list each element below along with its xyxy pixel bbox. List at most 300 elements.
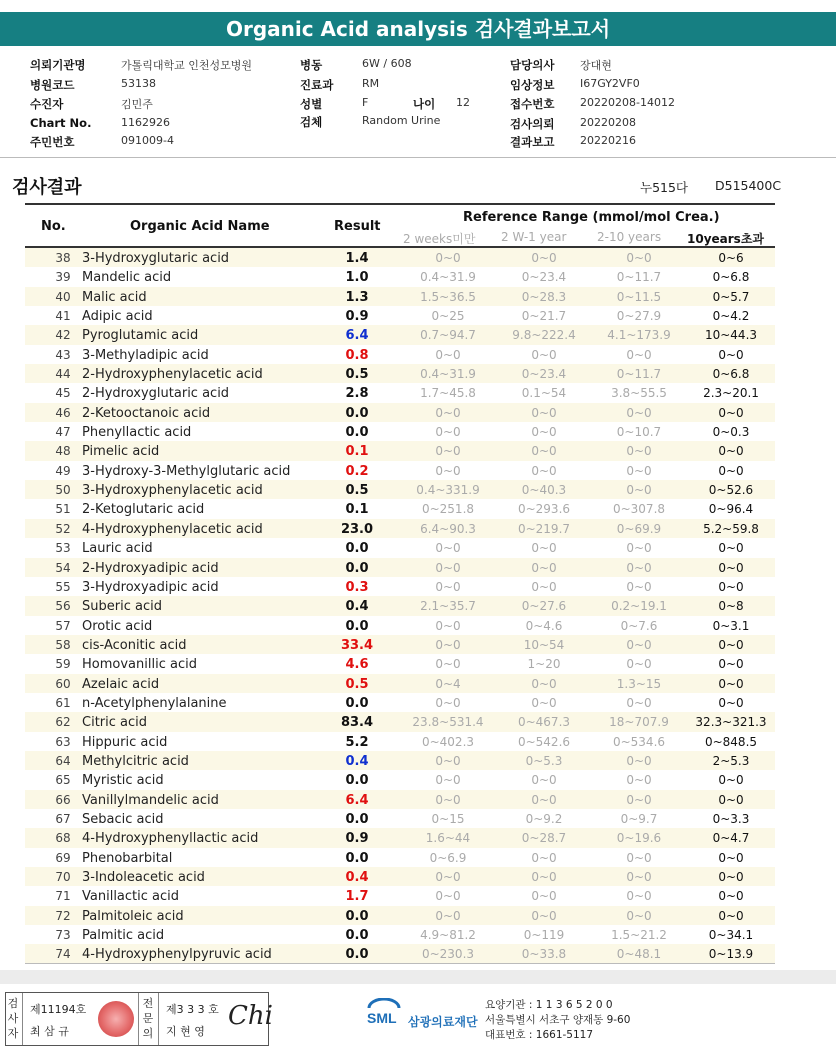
table-row [25,712,775,731]
table-row [25,790,775,809]
col-ref-header: Reference Range (mmol/mol Crea.) [463,210,720,225]
row-result: 0.0 [345,928,369,944]
table-row [25,422,775,441]
row-result: 0.1 [345,444,369,460]
table-row [25,306,775,325]
row-ref-adult: 0~0 [718,444,744,459]
row-result: 2.8 [345,386,369,402]
results-code-test: D515400C [715,178,782,193]
table-row [25,267,775,286]
row-ref-infant: 0~0 [531,792,557,807]
table-row [25,287,775,306]
row-ref-child: 0~0 [626,792,652,807]
row-ref-child: 0~0 [626,405,652,420]
patient-label: 수진자 [30,97,64,111]
row-ref-neonate: 0~0 [435,637,461,652]
table-row [25,770,775,789]
row-ref-child: 18~707.9 [609,715,669,730]
row-acid-name: Adipic acid [82,309,153,325]
ward-label: 병동 [300,58,323,72]
request-value: 20220208 [580,116,636,129]
table-row [25,809,775,828]
row-ref-infant: 0~23.4 [521,270,567,285]
address: 서울특별시 서초구 양재동 9-60 [485,1014,631,1026]
row-result: 1.0 [345,270,369,286]
ref-sub-infant: 2 W-1 year [501,230,567,244]
specialist-vertical-label: 전 문 의 [142,997,154,1040]
row-ref-adult: 0~6.8 [712,367,750,382]
row-acid-name: Palmitic acid [82,928,165,944]
row-ref-infant: 0~0 [531,251,557,265]
row-ref-neonate: 0~0 [435,618,461,633]
row-ref-adult: 0~0 [718,347,744,362]
chart-value: 1162926 [121,116,170,129]
row-ref-neonate: 0~15 [431,811,465,826]
footer-band [0,970,836,984]
row-ref-neonate: 0~0 [435,870,461,884]
row-ref-child: 0~534.6 [612,734,666,749]
row-ref-infant: 0~0 [531,405,557,420]
row-acid-name: Vanillylmandelic acid [82,792,219,808]
row-ref-child: 0~11.7 [616,367,662,382]
row-ref-infant: 0~4.6 [525,618,563,633]
row-no: 56 [55,599,71,614]
row-ref-child: 0~0 [626,251,652,265]
row-ref-adult: 0~0 [718,560,744,575]
row-ref-child: 0~0 [626,870,652,884]
row-ref-infant: 0~9.2 [525,811,563,826]
patient-value: 김민주 [121,98,153,111]
row-acid-name: Suberic acid [82,599,162,615]
row-no: 64 [55,753,71,768]
row-ref-adult: 0~0 [718,850,744,865]
row-acid-name: Phenobarbital [82,850,173,866]
row-ref-infant: 10~54 [523,637,565,652]
row-result: 0.5 [345,367,369,383]
table-row [25,867,775,886]
row-result: 5.2 [345,734,369,750]
row-ref-child: 0~0 [626,560,652,575]
report-date-label: 결과보고 [510,135,555,149]
table-row [25,461,775,480]
row-no: 71 [55,889,71,904]
row-no: 39 [55,270,71,285]
row-ref-neonate: 0~0 [435,444,461,459]
row-ref-infant: 0~23.4 [521,367,567,382]
table-row [25,248,775,267]
sex-label: 성별 [300,97,323,111]
org-name: 삼광의료재단 [408,1015,478,1029]
row-ref-infant: 0~0 [531,676,557,691]
row-ref-child: 0~69.9 [616,521,662,536]
row-no: 38 [55,251,71,265]
table-row [25,751,775,770]
row-ref-infant: 0~0 [531,889,557,904]
table-row [25,848,775,867]
row-ref-neonate: 0~0 [435,889,461,904]
row-no: 65 [55,773,71,788]
table-row [25,596,775,615]
row-ref-adult: 0~6.8 [712,270,750,285]
row-ref-child: 0~0 [626,657,652,672]
row-ref-child: 0~0 [626,463,652,478]
patient-info [0,55,836,155]
org-address [485,998,630,1043]
row-result: 1.3 [345,289,369,305]
report-title: Organic Acid analysis 검사결과보고서 [0,12,836,46]
row-ref-neonate: 0~402.3 [421,734,475,749]
row-no: 68 [55,831,71,846]
row-result: 0.0 [345,695,369,711]
row-ref-adult: 0~0.3 [712,425,750,440]
chart-label: Chart No. [30,116,92,130]
row-no: 55 [55,579,71,594]
row-ref-child: 0.2~19.1 [611,599,667,614]
row-ref-infant: 0~27.6 [521,599,567,614]
row-acid-name: 3-Methyladipic acid [82,347,209,363]
row-ref-adult: 0~3.3 [712,811,750,826]
table-row [25,558,775,577]
row-acid-name: Azelaic acid [82,676,160,692]
row-ref-adult: 0~4.2 [712,309,750,324]
row-ref-child: 0~19.6 [616,831,662,846]
row-acid-name: 2-Hydroxyglutaric acid [82,386,230,402]
row-result: 1.7 [345,889,369,905]
row-acid-name: Mandelic acid [82,270,172,286]
row-ref-adult: 5.2~59.8 [703,521,759,536]
row-no: 46 [55,405,71,420]
table-row [25,654,775,673]
table-row [25,345,775,364]
institution-no: 요양기관 : 1 1 3 6 5 2 0 0 [485,999,613,1011]
row-no: 53 [55,541,71,556]
row-ref-child: 0~0 [626,444,652,459]
row-result: 0.1 [345,502,369,518]
row-ref-adult: 0~4.7 [712,831,750,846]
row-ref-child: 0~0 [626,637,652,652]
table-row [25,499,775,518]
row-ref-adult: 0~8 [718,599,744,614]
row-ref-neonate: 0.4~31.9 [420,367,476,382]
row-ref-adult: 0~6 [718,251,744,265]
row-no: 42 [55,328,71,343]
row-result: 0.0 [345,773,369,789]
row-ref-neonate: 0.4~331.9 [416,483,480,498]
row-no: 72 [55,908,71,923]
row-ref-neonate: 0~6.9 [429,850,467,865]
request-label: 검사의뢰 [510,117,555,131]
clinical-label: 임상정보 [510,78,555,92]
row-acid-name: Sebacic acid [82,811,164,827]
row-ref-infant: 0~0 [531,870,557,884]
col-result-header: Result [334,219,381,234]
row-ref-adult: 0~0 [718,695,744,710]
row-ref-adult: 0~0 [718,541,744,556]
row-no: 40 [55,289,71,304]
row-ref-child: 0~0 [626,773,652,788]
tester-vertical-label: 검 사 자 [7,997,19,1040]
row-ref-child: 0~0 [626,753,652,768]
row-no: 67 [55,811,71,826]
row-no: 52 [55,521,71,536]
svg-text:SML: SML [367,1010,397,1026]
ref-sub-child: 2-10 years [597,230,662,244]
row-ref-neonate: 0~4 [435,676,461,691]
rrn-value: 091009-4 [121,134,174,147]
row-result: 0.5 [345,676,369,692]
row-acid-name: 2-Hydroxyadipic acid [82,560,219,576]
row-ref-infant: 0~0 [531,773,557,788]
row-ref-adult: 32.3~321.3 [695,715,767,730]
specimen-label: 검체 [300,115,323,129]
receipt-value: 20220208-14012 [580,96,675,109]
row-ref-neonate: 0.4~31.9 [420,270,476,285]
results-heading: 검사결과 [12,177,82,198]
row-ref-adult: 0~0 [718,870,744,884]
table-row [25,925,775,944]
row-ref-adult: 0~13.9 [708,947,754,962]
sex-value: F [362,96,369,109]
row-acid-name: Vanillactic acid [82,889,180,905]
row-ref-neonate: 0~0 [435,908,461,923]
col-no-header: No. [41,219,66,234]
row-acid-name: 3-Hydroxyglutaric acid [82,251,230,266]
hospital-label: 의뢰기관명 [30,58,86,72]
table-row [25,519,775,538]
row-ref-neonate: 0~0 [435,695,461,710]
code-value: 53138 [121,77,156,90]
phone: 대표번호 : 1661-5117 [485,1029,594,1041]
row-result: 23.0 [340,521,374,537]
row-acid-name: Pyroglutamic acid [82,328,199,344]
report-date-value: 20220216 [580,134,636,147]
specialist-license: 제3 3 3 호 [166,1003,219,1016]
row-result: 1.4 [345,251,369,266]
row-no: 70 [55,870,71,884]
row-ref-child: 1.3~15 [616,676,662,691]
row-ref-infant: 0~0 [531,908,557,923]
row-no: 54 [55,560,71,575]
clinical-value: I67GY2VF0 [580,77,640,90]
row-no: 66 [55,792,71,807]
row-ref-adult: 10~44.3 [704,328,758,343]
tester-license: 제11194호 [30,1003,87,1016]
row-no: 59 [55,657,71,672]
row-acid-name: 4-Hydroxyphenylpyruvic acid [82,947,272,963]
row-ref-infant: 1~20 [527,657,561,672]
rrn-label: 주민번호 [30,135,75,149]
row-no: 44 [55,367,71,382]
col-name-header: Organic Acid Name [130,219,270,234]
row-no: 58 [55,637,71,652]
row-result: 33.4 [340,637,374,653]
table-row [25,364,775,383]
row-acid-name: 3-Hydroxyphenylacetic acid [82,483,263,499]
table-row [25,616,775,635]
sml-logo-icon [365,998,403,1026]
row-no: 61 [55,695,71,710]
row-result: 0.0 [345,405,369,421]
specimen-value: Random Urine [362,114,441,127]
row-no: 50 [55,483,71,498]
row-ref-child: 0~0 [626,889,652,904]
row-acid-name: cis-Aconitic acid [82,637,187,653]
row-ref-neonate: 0~25 [431,309,465,324]
table-row [25,693,775,712]
results-table [25,203,775,964]
table-body [25,248,775,964]
row-acid-name: Malic acid [82,289,147,305]
row-acid-name: 4-Hydroxyphenyllactic acid [82,831,259,847]
row-result: 0.4 [345,599,369,615]
row-acid-name: Phenyllactic acid [82,425,192,441]
row-ref-neonate: 1.6~44 [425,831,471,846]
age-label: 나이 [413,97,436,111]
row-ref-neonate: 0~0 [435,773,461,788]
row-no: 48 [55,444,71,459]
row-result: 0.0 [345,541,369,557]
row-ref-infant: 0~0 [531,425,557,440]
row-ref-adult: 0~0 [718,405,744,420]
row-ref-infant: 0~219.7 [517,521,571,536]
row-result: 0.9 [345,309,369,325]
row-no: 73 [55,928,71,943]
row-ref-adult: 0~0 [718,579,744,594]
row-acid-name: Pimelic acid [82,444,160,460]
row-ref-adult: 0~0 [718,637,744,652]
table-header [25,203,775,248]
row-ref-neonate: 0~0 [435,541,461,556]
row-ref-child: 0~7.6 [620,618,658,633]
row-ref-child: 0~0 [626,579,652,594]
row-result: 0.0 [345,560,369,576]
row-ref-infant: 0~33.8 [521,947,567,962]
row-result: 0.0 [345,850,369,866]
row-result: 0.0 [345,947,369,963]
row-ref-child: 0~11.7 [616,270,662,285]
row-acid-name: Orotic acid [82,618,153,634]
row-result: 0.9 [345,831,369,847]
doctor-label: 담당의사 [510,58,555,72]
row-ref-infant: 9.8~222.4 [512,328,576,343]
row-no: 62 [55,715,71,730]
row-ref-infant: 0~0 [531,850,557,865]
ref-sub-neonate: 2 weeks미만 [403,232,476,246]
row-result: 0.0 [345,618,369,634]
row-ref-infant: 0~0 [531,541,557,556]
row-acid-name: Palmitoleic acid [82,908,184,924]
row-ref-neonate: 0~0 [435,560,461,575]
row-ref-neonate: 1.7~45.8 [420,386,476,401]
row-ref-adult: 0~848.5 [704,734,758,749]
row-ref-infant: 0.1~54 [521,386,567,401]
row-no: 45 [55,386,71,401]
row-ref-neonate: 23.8~531.4 [412,715,484,730]
row-acid-name: Citric acid [82,715,147,731]
table-row [25,577,775,596]
row-ref-infant: 0~293.6 [517,502,571,517]
row-no: 43 [55,347,71,362]
row-ref-child: 0~0 [626,483,652,498]
row-ref-neonate: 0~0 [435,753,461,768]
row-ref-neonate: 4.9~81.2 [420,928,476,943]
row-ref-adult: 0~96.4 [708,502,754,517]
row-no: 69 [55,850,71,865]
signature: Chi [228,1001,273,1031]
row-ref-adult: 0~0 [718,463,744,478]
row-ref-neonate: 0~230.3 [421,947,475,962]
results-code-local: 누515다 [640,180,689,195]
row-result: 0.0 [345,811,369,827]
tester-name: 최 삼 규 [30,1025,69,1038]
row-no: 49 [55,463,71,478]
footer-divider [25,963,775,964]
age-value: 12 [456,96,470,109]
row-no: 60 [55,676,71,691]
row-ref-adult: 0~0 [718,676,744,691]
row-result: 0.4 [345,753,369,769]
row-no: 74 [55,947,71,962]
row-result: 0.2 [345,463,369,479]
row-result: 6.4 [345,328,369,344]
row-result: 0.0 [345,425,369,441]
row-acid-name: Myristic acid [82,773,164,789]
row-ref-adult: 0~34.1 [708,928,754,943]
row-ref-adult: 2~5.3 [712,753,750,768]
row-ref-infant: 0~0 [531,347,557,362]
row-ref-child: 0~0 [626,850,652,865]
row-acid-name: Homovanillic acid [82,657,197,673]
table-row [25,732,775,751]
table-row [25,325,775,344]
row-acid-name: 2-Ketoglutaric acid [82,502,205,518]
divider [0,157,836,158]
dept-label: 진료과 [300,78,334,92]
row-ref-child: 0~307.8 [612,502,666,517]
row-ref-adult: 0~0 [718,657,744,672]
row-ref-infant: 0~5.3 [525,753,563,768]
row-result: 4.6 [345,657,369,673]
row-no: 51 [55,502,71,517]
row-no: 63 [55,734,71,749]
row-ref-infant: 0~0 [531,560,557,575]
row-ref-neonate: 0~0 [435,792,461,807]
row-no: 47 [55,425,71,440]
table-row [25,944,775,963]
row-ref-infant: 0~28.7 [521,831,567,846]
table-row [25,674,775,693]
row-ref-child: 0~11.5 [616,289,662,304]
ref-sub-adult: 10years초과 [687,232,765,246]
row-acid-name: 3-Indoleacetic acid [82,870,205,885]
row-ref-child: 0~10.7 [616,425,662,440]
row-no: 57 [55,618,71,633]
row-ref-infant: 0~119 [523,928,565,943]
row-ref-neonate: 0~0 [435,425,461,440]
row-result: 0.4 [345,870,369,885]
specialist-name: 지 현 영 [166,1025,205,1038]
row-acid-name: 3-Hydroxy-3-Methylglutaric acid [82,463,291,479]
row-ref-infant: 0~0 [531,444,557,459]
row-acid-name: 3-Hydroxyadipic acid [82,579,219,595]
row-ref-neonate: 2.1~35.7 [420,599,476,614]
row-ref-infant: 0~21.7 [521,309,567,324]
row-ref-adult: 0~0 [718,792,744,807]
row-ref-child: 0~0 [626,908,652,923]
table-row [25,480,775,499]
row-result: 0.3 [345,579,369,595]
row-acid-name: Lauric acid [82,541,153,557]
